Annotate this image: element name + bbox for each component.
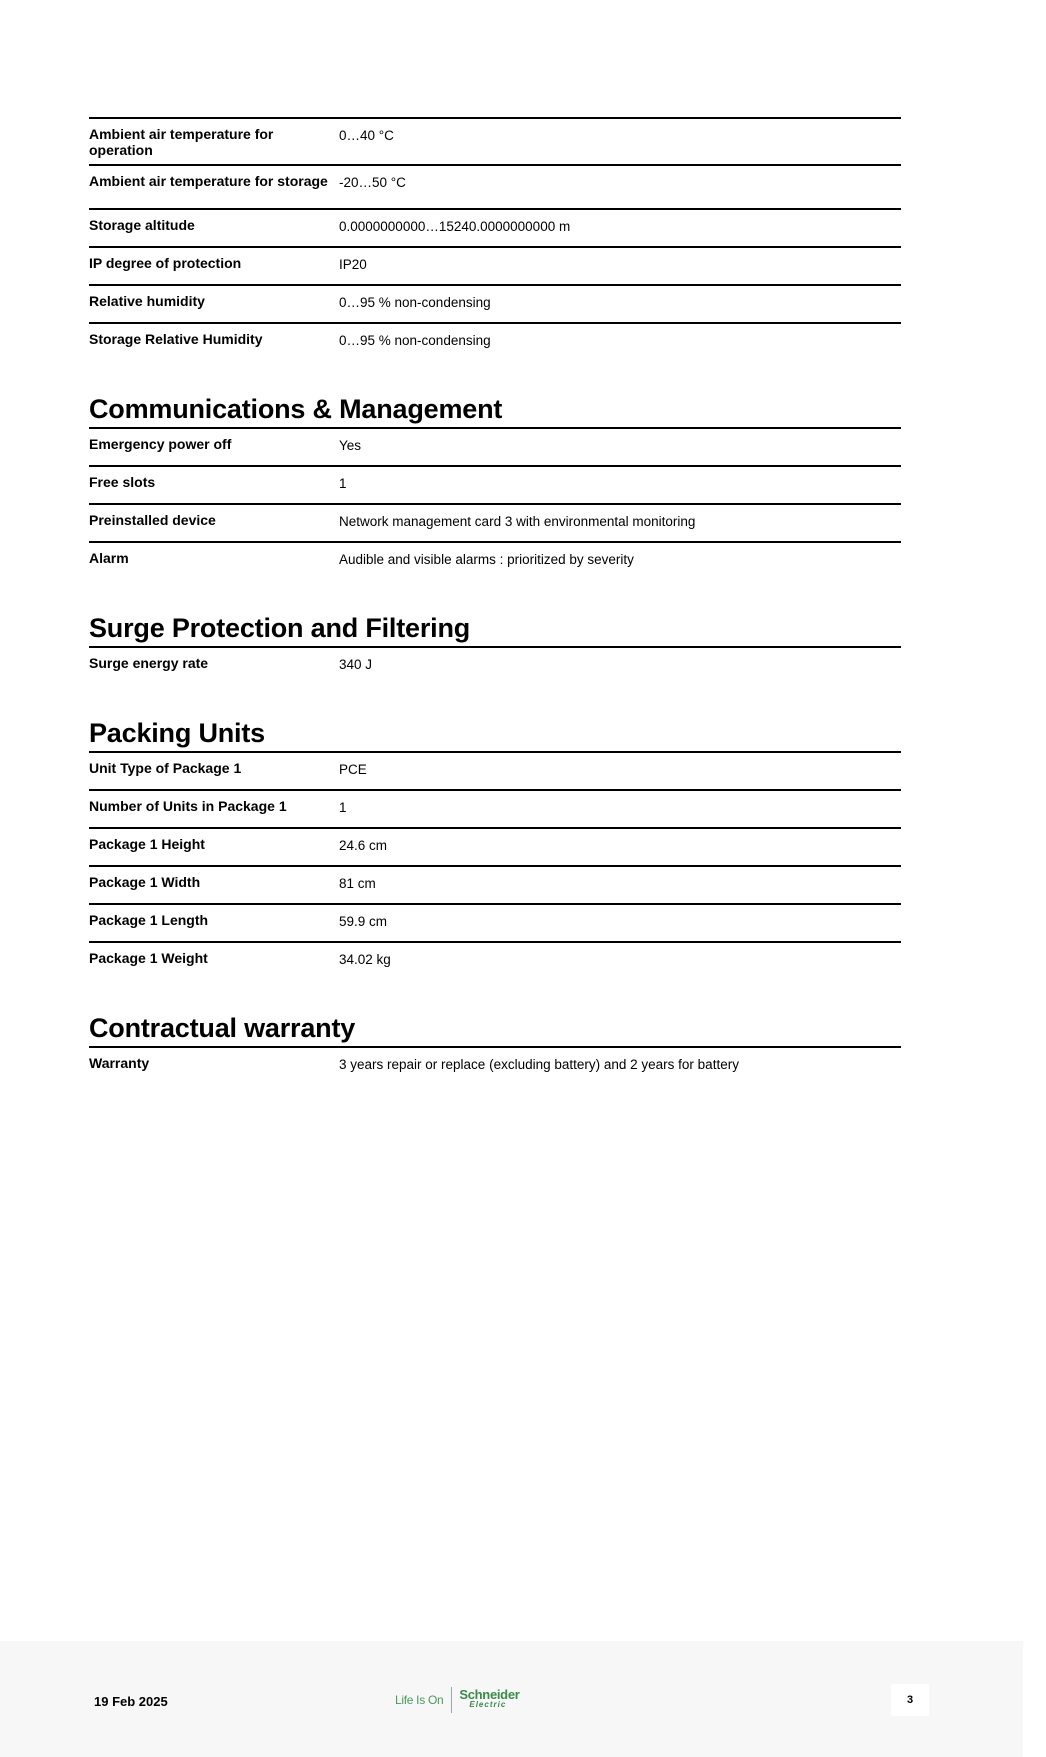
spec-label: Package 1 Weight bbox=[89, 950, 208, 966]
communications-spec-table bbox=[89, 427, 901, 579]
spec-label: Number of Units in Package 1 bbox=[89, 798, 287, 814]
spec-label: Ambient air temperature for storage bbox=[89, 173, 328, 189]
table-row bbox=[89, 1047, 901, 1084]
page-edge bbox=[1023, 0, 1046, 1757]
logo-divider bbox=[451, 1687, 452, 1713]
section-title: Communications & Management bbox=[89, 394, 503, 424]
spec-value: -20…50 °C bbox=[339, 175, 406, 190]
spec-value: 81 cm bbox=[339, 876, 376, 891]
table-row bbox=[89, 209, 901, 247]
table-row bbox=[89, 428, 901, 466]
spec-value: 0.0000000000…15240.0000000000 m bbox=[339, 219, 571, 234]
spec-value: Network management card 3 with environmental monitoring bbox=[339, 514, 696, 529]
table-row bbox=[89, 866, 901, 904]
spec-label: Unit Type of Package 1 bbox=[89, 760, 242, 776]
table-row bbox=[89, 647, 901, 684]
spec-value: 340 J bbox=[339, 657, 373, 672]
table-row bbox=[89, 247, 901, 285]
brand-line-1: Schneider bbox=[459, 1687, 520, 1702]
spec-value: 0…40 °C bbox=[339, 128, 394, 143]
section-title: Packing Units bbox=[89, 718, 265, 748]
spec-value: Audible and visible alarms : prioritized by severity bbox=[339, 552, 634, 567]
spec-label: Storage Relative Humidity bbox=[89, 331, 263, 347]
spec-content bbox=[89, 117, 901, 1084]
table-row bbox=[89, 285, 901, 323]
page-number: 3 bbox=[891, 1684, 929, 1716]
spec-value: 0…95 % non-condensing bbox=[339, 333, 491, 348]
table-row bbox=[89, 323, 901, 360]
spec-value: 24.6 cm bbox=[339, 838, 388, 853]
spec-label: Package 1 Length bbox=[89, 912, 209, 928]
spec-label: IP degree of protection bbox=[89, 255, 242, 271]
spec-label: Ambient air temperature for operation bbox=[89, 126, 274, 158]
table-row bbox=[89, 118, 901, 165]
schneider-electric-logo bbox=[395, 1685, 520, 1715]
table-row bbox=[89, 165, 901, 209]
surge-spec-table bbox=[89, 646, 901, 684]
spec-label: Warranty bbox=[89, 1055, 150, 1071]
spec-value: 59.9 cm bbox=[339, 914, 388, 929]
brand-wordmark bbox=[459, 1687, 520, 1710]
spec-label: Relative humidity bbox=[89, 293, 205, 309]
section-title: Contractual warranty bbox=[89, 1013, 356, 1043]
warranty-spec-table bbox=[89, 1046, 901, 1084]
spec-label: Preinstalled device bbox=[89, 512, 216, 528]
spec-label: Emergency power off bbox=[89, 436, 232, 452]
table-row bbox=[89, 504, 901, 542]
spec-value: 3 years repair or replace (excluding battery) and 2 years for battery bbox=[339, 1057, 739, 1072]
table-row bbox=[89, 466, 901, 504]
table-row bbox=[89, 828, 901, 866]
spec-label: Storage altitude bbox=[89, 217, 195, 233]
environment-spec-table bbox=[89, 117, 901, 360]
packing-spec-table bbox=[89, 751, 901, 979]
table-row bbox=[89, 942, 901, 979]
section-title: Surge Protection and Filtering bbox=[89, 613, 471, 643]
spec-value: IP20 bbox=[339, 257, 367, 272]
table-row bbox=[89, 904, 901, 942]
spec-value: 1 bbox=[339, 800, 347, 815]
spec-label: Surge energy rate bbox=[89, 655, 209, 671]
table-row bbox=[89, 752, 901, 790]
footer-date: 19 Feb 2025 bbox=[94, 1694, 168, 1709]
spec-value: 0…95 % non-condensing bbox=[339, 295, 491, 310]
spec-label: Package 1 Width bbox=[89, 874, 201, 890]
page-footer bbox=[0, 1641, 1023, 1757]
brand-line-2: Electric bbox=[469, 1700, 507, 1709]
spec-label: Package 1 Height bbox=[89, 836, 205, 852]
spec-value: 1 bbox=[339, 476, 347, 491]
life-is-on-tagline: Life Is On bbox=[395, 1693, 444, 1707]
table-row bbox=[89, 790, 901, 828]
spec-value: PCE bbox=[339, 762, 367, 777]
spec-label: Alarm bbox=[89, 550, 129, 566]
spec-value: Yes bbox=[339, 438, 362, 453]
spec-label: Free slots bbox=[89, 474, 156, 490]
table-row bbox=[89, 542, 901, 579]
spec-value: 34.02 kg bbox=[339, 952, 391, 967]
